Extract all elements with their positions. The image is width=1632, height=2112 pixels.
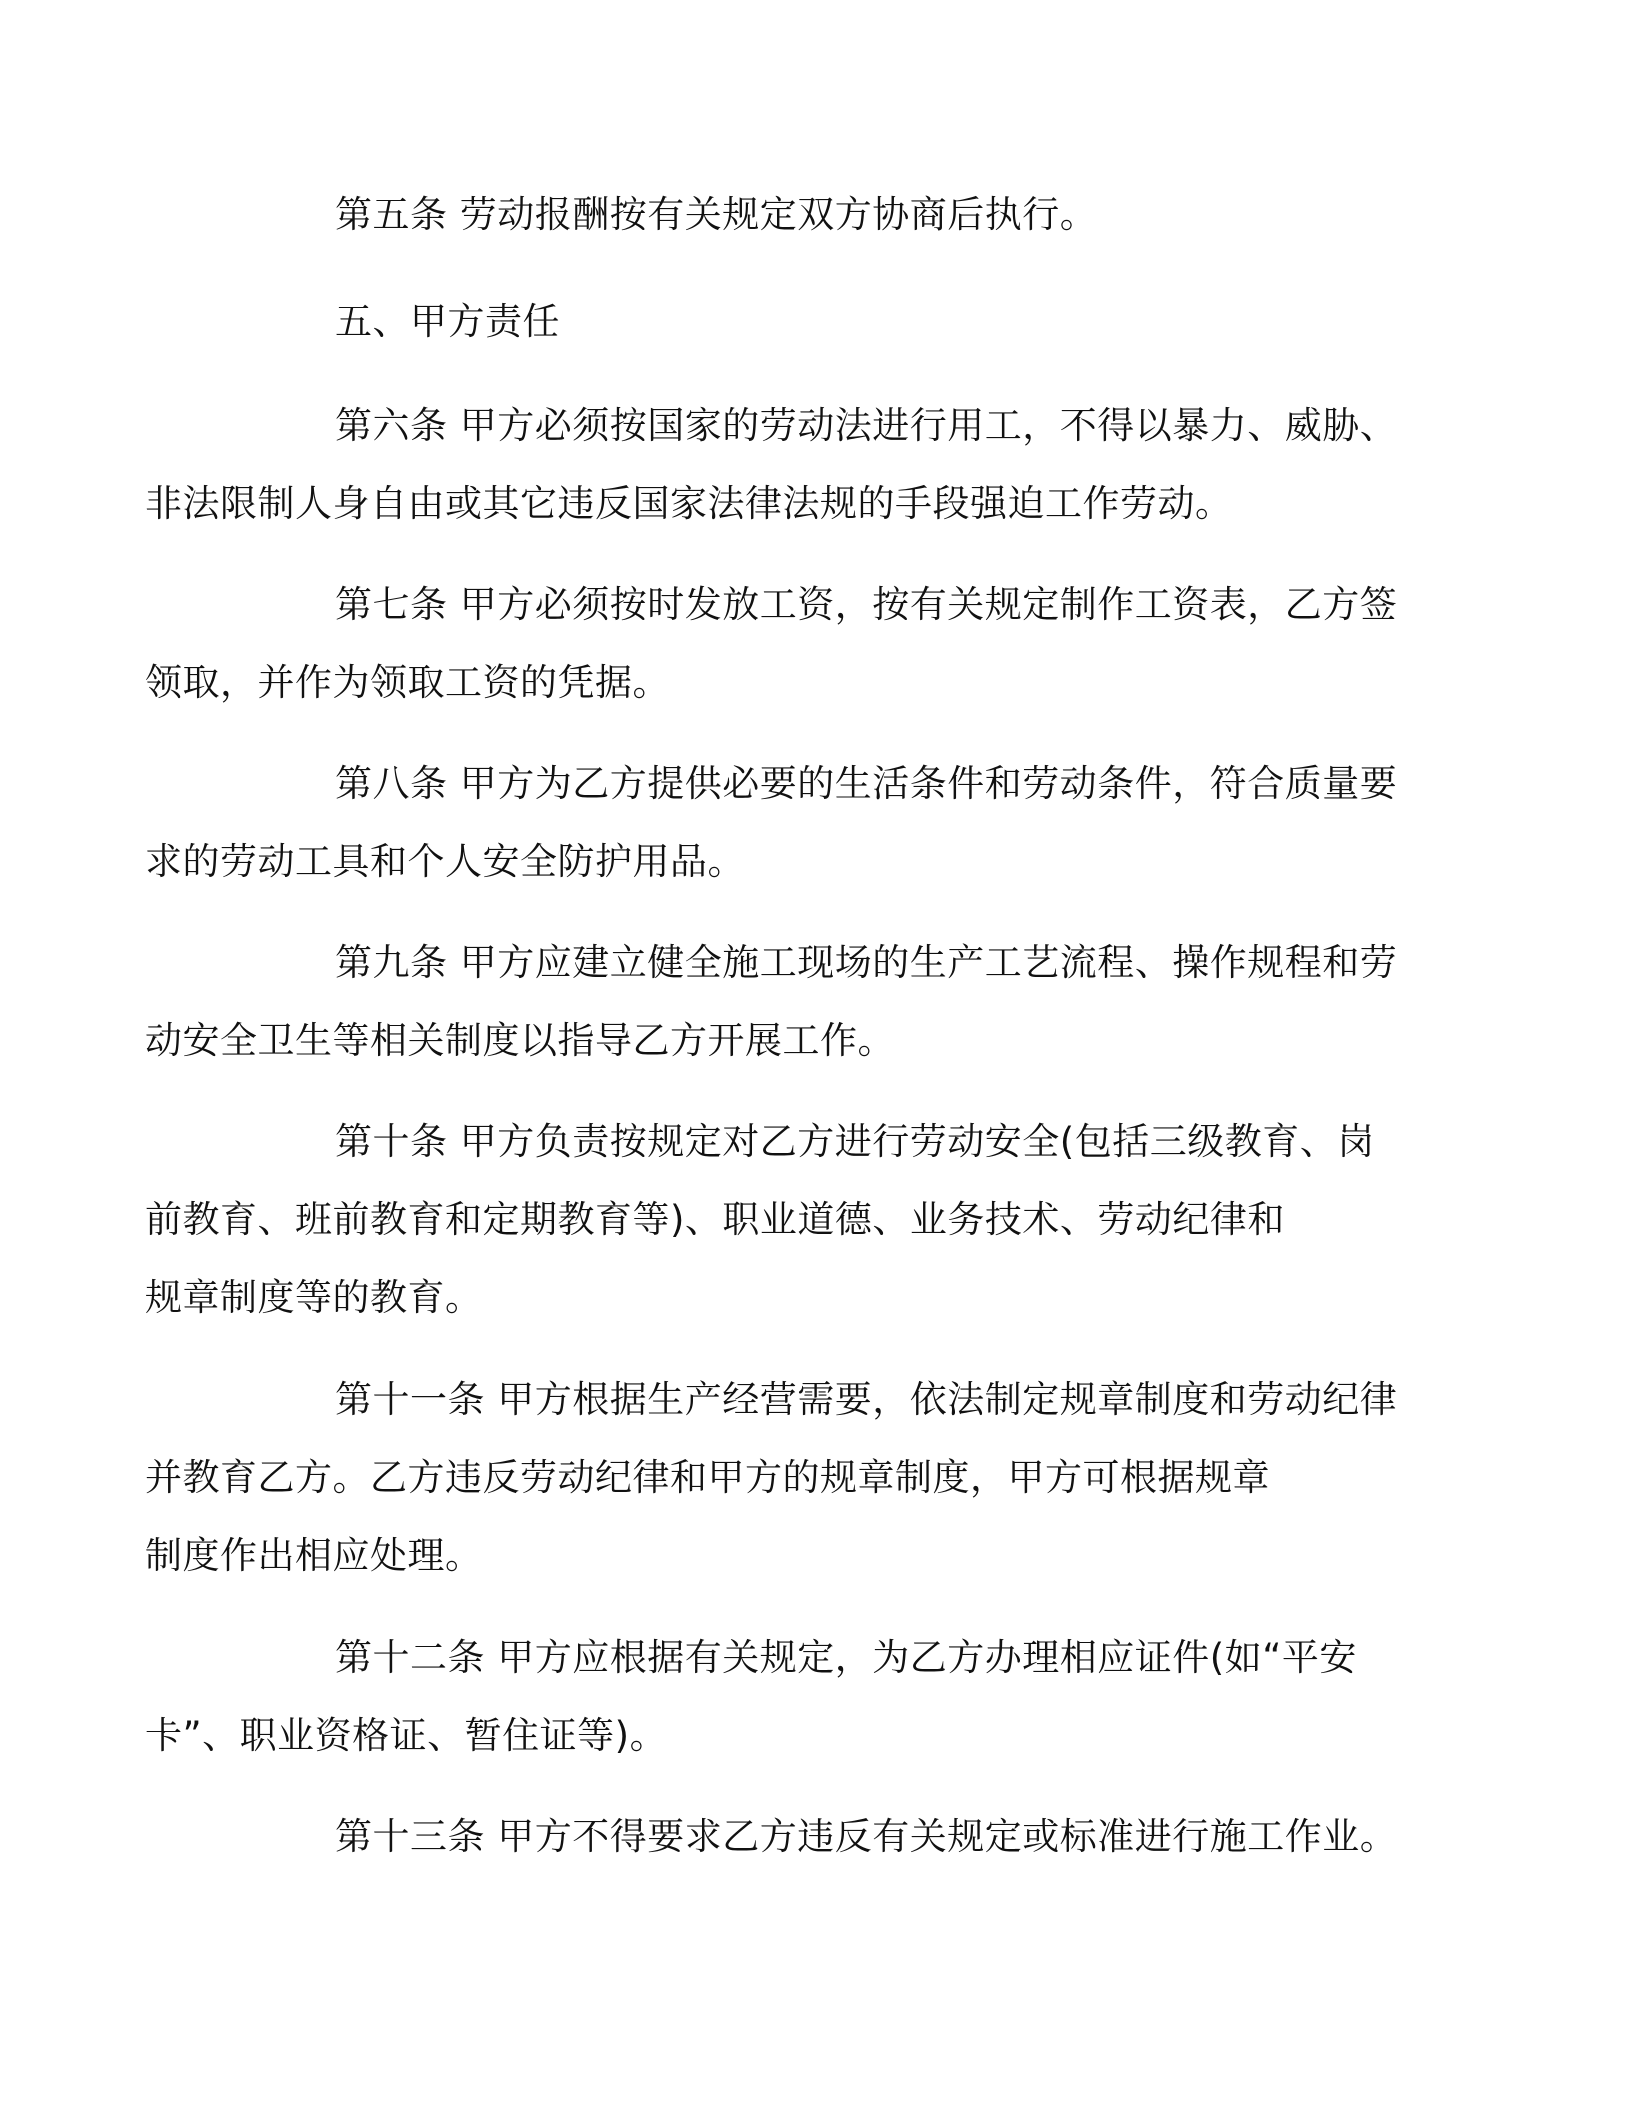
section-5-heading xyxy=(240,283,1400,361)
article-8-line-2: 求的劳动工具和个人安全防护用品。 xyxy=(145,840,745,883)
article-9-line-2: 动安全卫生等相关制度以指导乙方开展工作。 xyxy=(145,1019,895,1062)
article-7-paragraph xyxy=(145,566,1400,722)
article-11-paragraph xyxy=(145,1361,1400,1595)
article-12-paragraph xyxy=(145,1619,1400,1775)
article-9-paragraph xyxy=(145,924,1400,1080)
article-11-line-3: 制度作出相应处理。 xyxy=(145,1534,483,1577)
article-10-line-3: 规章制度等的教育。 xyxy=(145,1276,483,1319)
article-11-line-1: 第十一条 甲方根据生产经营需要，依法制定规章制度和劳动纪律 xyxy=(335,1378,1398,1421)
article-5-line-1: 第五条 劳动报酬按有关规定双方协商后执行。 xyxy=(335,193,1098,236)
article-12-line-2: 卡”、职业资格证、暂住证等)。 xyxy=(145,1714,668,1757)
article-12-line-1: 第十二条 甲方应根据有关规定，为乙方办理相应证件(如“平安 xyxy=(335,1636,1357,1679)
article-7-line-2: 领取，并作为领取工资的凭据。 xyxy=(145,661,670,704)
article-5-paragraph xyxy=(240,176,1400,254)
article-10-line-1: 第十条 甲方负责按规定对乙方进行劳动安全(包括三级教育、岗 xyxy=(335,1120,1375,1163)
article-11-line-2: 并教育乙方。乙方违反劳动纪律和甲方的规章制度，甲方可根据规章 xyxy=(145,1456,1270,1499)
section-5-heading-text: 五、甲方责任 xyxy=(335,300,560,343)
article-10-paragraph xyxy=(145,1103,1400,1337)
article-6-line-1: 第六条 甲方必须按国家的劳动法进行用工，不得以暴力、威胁、 xyxy=(335,404,1398,447)
article-8-paragraph xyxy=(145,745,1400,901)
article-8-line-1: 第八条 甲方为乙方提供必要的生活条件和劳动条件，符合质量要 xyxy=(335,762,1398,805)
article-6-paragraph xyxy=(145,387,1400,543)
article-13-line-1: 第十三条 甲方不得要求乙方违反有关规定或标准进行施工作业。 xyxy=(335,1815,1398,1858)
article-7-line-1: 第七条 甲方必须按时发放工资，按有关规定制作工资表，乙方签 xyxy=(335,583,1398,626)
article-13-paragraph xyxy=(240,1798,1400,1876)
article-9-line-1: 第九条 甲方应建立健全施工现场的生产工艺流程、操作规程和劳 xyxy=(335,941,1398,984)
article-6-line-2: 非法限制人身自由或其它违反国家法律法规的手段强迫工作劳动。 xyxy=(145,482,1233,525)
article-10-line-2: 前教育、班前教育和定期教育等)、职业道德、业务技术、劳动纪律和 xyxy=(145,1198,1285,1241)
